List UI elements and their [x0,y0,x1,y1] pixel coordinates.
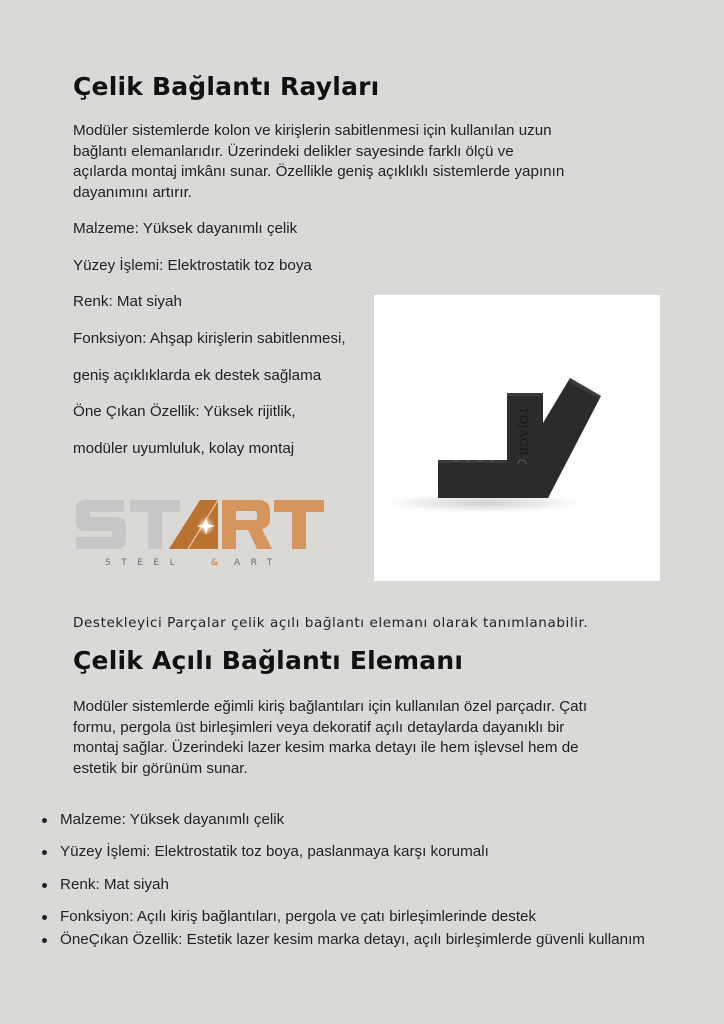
section2-title: Çelik Açılı Bağlantı Elemanı [73,646,464,675]
spec-feature: Öne Çıkan Özellik: Yüksek rijitlik, [73,403,296,420]
angle-bracket-illustration [374,295,660,581]
logo-letter-s [76,500,126,549]
description-line: bağlantı elemanlarıdır. Üzerindeki delikler sayesinde farklı ölçü ve [73,142,514,160]
spec-function: Fonksiyon: Ahşap kirişlerin sabitlenmesi, [73,330,346,347]
bracket-engraving: TOJAGR [517,407,530,456]
description-line: açılarda montaj imkânı sunar. Özellikle geniş açıklıklı sistemlerde yapının [73,163,565,180]
product-image [374,295,660,581]
logo-letter-t [130,500,180,549]
bullet-icon [42,915,47,920]
spec-function-cont: geniş açıklıklarda ek destek sağlama [73,367,322,384]
spec-surface: Yüzey İşlemi: Elektrostatik toz boya [73,257,312,274]
start-logo [72,495,328,575]
section2-description [73,697,587,779]
support-parts-note: Destekleyici Parçalar çelik açılı bağlantı elemanı olarak tanımlanabilir. [73,615,589,631]
bullet-icon [42,850,47,855]
bullet-icon [42,938,47,943]
section1-title: Çelik Bağlantı Rayları [73,72,380,101]
start-logo-mark [72,495,328,575]
logo-tagline: STEEL [105,558,186,568]
spec-feature-cont: modüler uyumluluk, kolay montaj [73,440,295,457]
description-line: dayanımını artırır. [73,183,193,201]
section1-description [73,121,564,203]
description-line: montaj sağlar. Üzerindeki lazer kesim marka detayı ile hem işlevsel hem de [73,739,579,756]
logo-letter-r [222,500,272,549]
spec-color: Renk: Mat siyah [73,293,182,310]
logo-tagline-art: ART [234,558,283,568]
logo-letter-t2 [274,500,324,549]
description-line: Modüler sistemlerde eğimli kiriş bağlantıları için kullanılan özel parçadır. Çatı [73,698,588,715]
logo-ampersand: & [211,558,219,568]
bullet-icon [42,883,47,888]
description-line: estetik bir görünüm sunar. [73,759,248,777]
description-line: formu, pergola üst birleşimleri veya dekoratif açılı detaylarda dayanıklı bir [73,718,565,736]
spec-material: Malzeme: Yüksek dayanımlı çelik [73,220,298,237]
description-line: Modüler sistemlerde kolon ve kirişlerin sabitlenmesi için kullanılan uzun [73,122,552,139]
bullet-icon [42,818,47,823]
